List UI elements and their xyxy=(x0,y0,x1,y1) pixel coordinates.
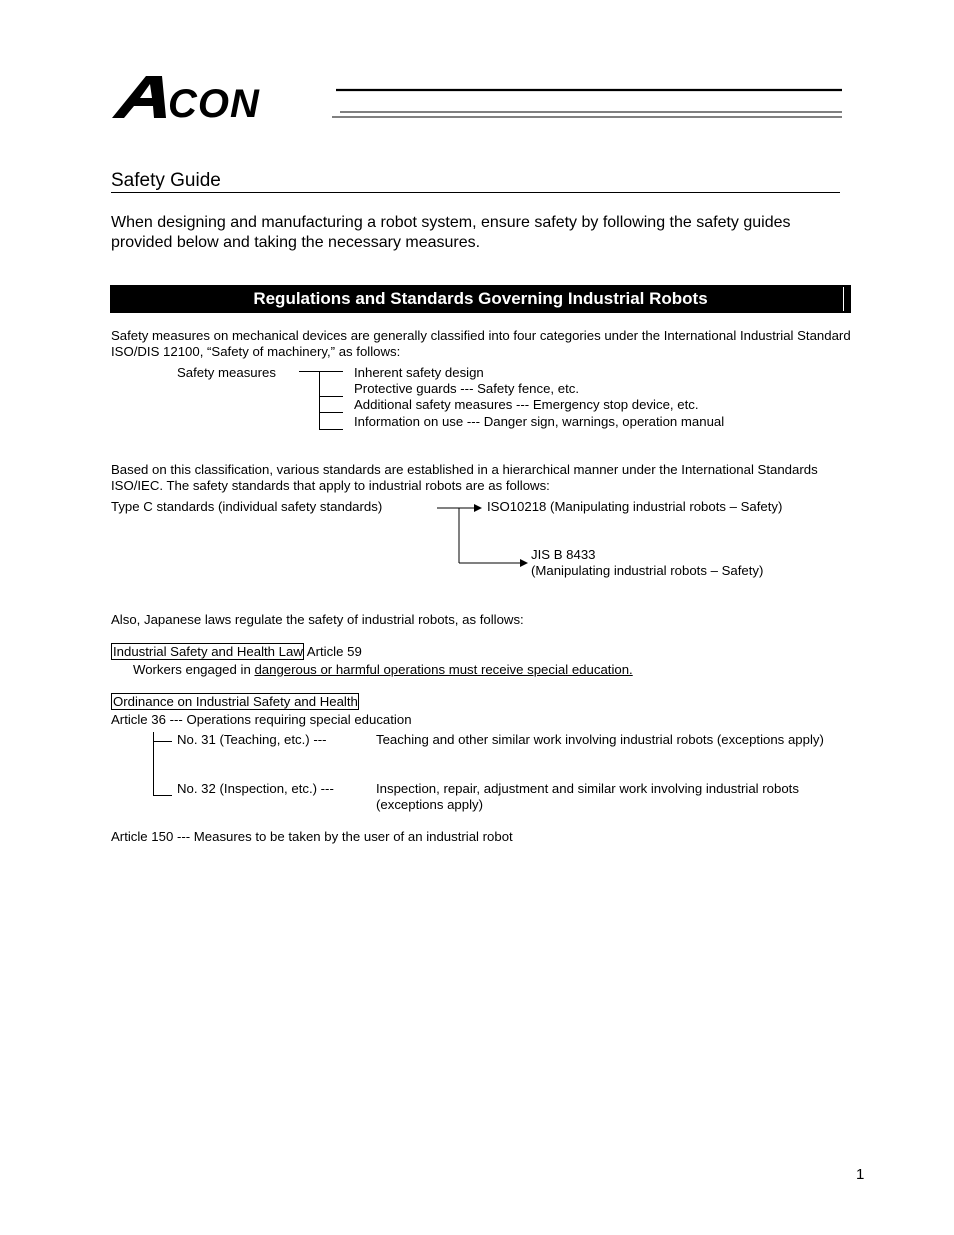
tree-connector xyxy=(319,429,343,430)
ordinance-item-label: No. 31 (Teaching, etc.) --- xyxy=(177,732,327,747)
iso-standard-label: ISO10218 (Manipulating industrial robots – Safety) xyxy=(487,499,783,514)
workers-line xyxy=(133,662,633,678)
banner-heading: Regulations and Standards Governing Industrial Robots xyxy=(253,289,708,308)
tree-connector xyxy=(153,795,172,796)
measures-root-label: Safety measures xyxy=(177,365,276,380)
standards-paragraph: Based on this classification, various standards are established in a hierarchical manner under the International Standards ISO/IEC. The safety standards that apply to industrial robots are as follows: xyxy=(111,462,818,494)
banner-divider xyxy=(843,287,844,311)
classification-paragraph: Safety measures on mechanical devices are generally classified into four categories under the International Industrial Standard ISO/DIS 12100, “Safety of machinery,” as follows: xyxy=(111,328,851,360)
tree-connector xyxy=(153,741,172,742)
workers-requirement: dangerous or harmful operations must receive special education. xyxy=(254,662,633,677)
workers-prefix: Workers engaged in xyxy=(133,662,255,677)
tree-connector xyxy=(319,396,343,397)
jis-standard-desc: (Manipulating industrial robots – Safety) xyxy=(531,563,764,578)
law-article: Article 59 xyxy=(303,644,362,659)
japanese-laws-paragraph: Also, Japanese laws regulate the safety of industrial robots, as follows: xyxy=(111,612,524,627)
ordinance-name-box: Ordinance on Industrial Safety and Health xyxy=(113,694,358,709)
jis-standard-label: JIS B 8433 xyxy=(531,547,596,562)
intro-paragraph: When designing and manufacturing a robot system, ensure safety by following the safety guides provided below and taking the necessary measures. xyxy=(111,214,791,251)
tree-connector xyxy=(299,371,343,372)
tree-connector xyxy=(319,412,343,413)
tree-connector xyxy=(319,371,320,429)
article-150: Article 150 --- Measures to be taken by the user of an industrial robot xyxy=(111,829,513,844)
measure-item: Additional safety measures --- Emergency stop device, etc. xyxy=(354,397,699,412)
article-36: Article 36 --- Operations requiring special education xyxy=(111,712,412,727)
law-name-box: Industrial Safety and Health Law xyxy=(113,644,303,659)
acon-logo xyxy=(108,68,848,124)
ordinance-item-desc: Teaching and other similar work involving industrial robots (exceptions apply) xyxy=(376,732,824,747)
ordinance-line xyxy=(111,694,359,710)
page-number: 1 xyxy=(856,1166,865,1183)
section-banner xyxy=(110,285,851,313)
title-underline xyxy=(111,192,840,193)
measure-item: Information on use --- Danger sign, warnings, operation manual xyxy=(354,414,725,429)
measure-item: Protective guards --- Safety fence, etc. xyxy=(354,381,580,396)
type-c-label: Type C standards (individual safety standards) xyxy=(111,499,383,514)
ordinance-item-label: No. 32 (Inspection, etc.) --- xyxy=(177,781,334,796)
svg-text:CON: CON xyxy=(168,82,260,124)
measure-item: Inherent safety design xyxy=(354,365,484,380)
law-line xyxy=(111,644,362,660)
page-title: Safety Guide xyxy=(111,170,221,191)
ordinance-item-desc: Inspection, repair, adjustment and similar work involving industrial robots (exceptions apply) xyxy=(376,781,799,813)
